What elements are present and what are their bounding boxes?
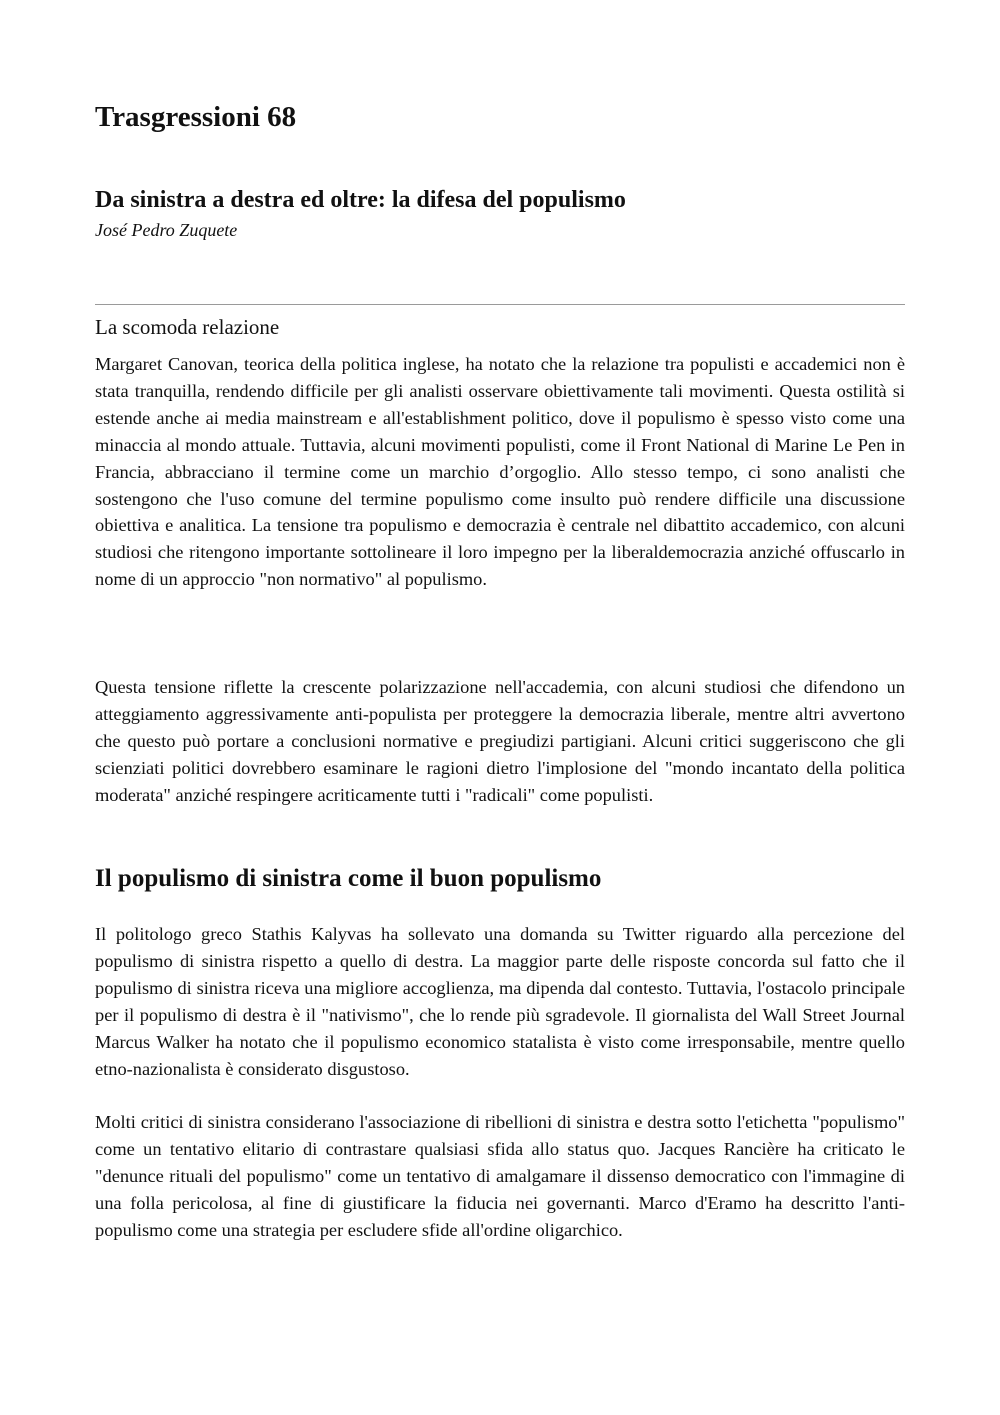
section-heading: Il populismo di sinistra come il buon populismo <box>95 865 602 892</box>
body-paragraph: Questa tensione riflette la crescente polarizzazione nell'accademia, con alcuni studiosi che difendono un atteggiamento aggressivamente anti-populista per proteggere la democrazia liberale, mentre altri avvertono che questo può portare a conclusioni normative e pregiudizi partigiani. Alcuni critici suggeriscono che gli scienziati politici dovrebbero esaminare le ragioni dietro l'implosione del "mondo incantato della politica moderata" anziché respingere acriticamente tutti i "radicali" come populisti. <box>95 677 905 805</box>
body-paragraph: Molti critici di sinistra considerano l'associazione di ribellioni di sinistra e destra sotto l'etichetta "populismo" come un tentativo elitario di contrastare qualsiasi sfida allo status quo. Jacques Rancière ha criticato le "denunce rituali del populismo" come un tentativo di amalgamare il dissenso democratico con l'immagine di una folla pericolosa, al fine di giustificare la fiducia nei governanti. Marco d'Eramo ha descritto l'anti-populismo come una strategia per escludere sfide all'ordine oligarchico. <box>95 1112 905 1240</box>
author-name: José Pedro Zuquete <box>95 220 238 240</box>
body-paragraph: Il politologo greco Stathis Kalyvas ha sollevato una domanda su Twitter riguardo alla percezione del populismo di sinistra rispetto a quello di destra. La maggior parte delle risposte concorda sul fatto che il populismo di sinistra riceva una migliore accoglienza, ma dipenda dal contesto. Tuttavia, l'ostacolo principale per il populismo di destra è il "nativismo", che lo rende più sgradevole. Il giornalista del Wall Street Journal Marcus Walker ha notato che il populismo economico statalista è visto come irresponsabile, mentre quello etno-nazionalista è considerato disgustoso. <box>95 924 905 1079</box>
journal-title: Trasgressioni 68 <box>95 101 297 133</box>
body-paragraph: Margaret Canovan, teorica della politica inglese, ha notato che la relazione tra populisti e accademici non è stata tranquilla, rendendo difficile per gli analisti osservare obiettivamente tali movimenti. Questa ostilità si estende anche ai media mainstream e all'establishment politico, dove il populismo è spesso visto come una minaccia al mondo attuale. Tuttavia, alcuni movimenti populisti, come il Front National di Marine Le Pen in Francia, abbracciano il termine come un marchio d’orgoglio. Allo stesso tempo, ci sono analisti che sostengono che l'uso comune del termine populismo come insulto può rendere difficile una discussione obiettiva e analitica. La tensione tra populismo e democrazia è centrale nel dibattito accademico, con alcuni studiosi che ritengono importante sottolineare il loro impegno per la liberaldemocrazia anziché offuscarlo in nome di un approccio "non normativo" al populismo. <box>95 354 905 590</box>
horizontal-divider <box>95 304 905 305</box>
article-title: Da sinistra a destra ed oltre: la difesa del populismo <box>95 187 626 213</box>
section-subtitle: La scomoda relazione <box>95 315 280 339</box>
